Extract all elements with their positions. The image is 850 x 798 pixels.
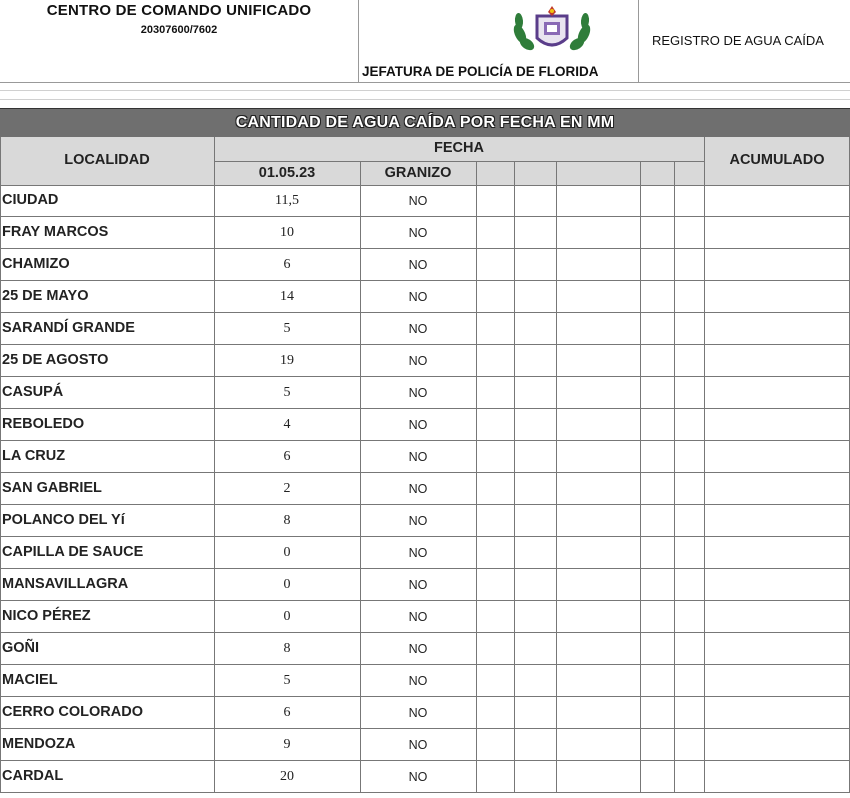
grid-vline <box>640 161 641 793</box>
header-middle-cell <box>358 0 639 83</box>
table-row <box>0 441 850 473</box>
grid-hline <box>0 376 850 377</box>
grid-hline <box>0 408 850 409</box>
grid-vline <box>476 161 477 793</box>
table-row <box>0 633 850 665</box>
cell-granizo: NO <box>408 674 428 688</box>
cell-localidad: LA CRUZ <box>2 448 66 464</box>
cell-mm: 0 <box>283 577 291 592</box>
table-row <box>0 217 850 249</box>
grid-hline <box>0 728 850 729</box>
cell-localidad: FRAY MARCOS <box>2 224 109 240</box>
grid-hline <box>0 792 850 793</box>
cell-localidad: SAN GABRIEL <box>2 480 102 496</box>
table-row <box>0 185 850 217</box>
grid-hline <box>0 632 850 633</box>
cell-localidad: CIUDAD <box>2 192 59 208</box>
cell-localidad: 25 DE MAYO <box>2 288 89 304</box>
cell-granizo: NO <box>408 642 428 656</box>
cell-granizo: NO <box>408 290 428 304</box>
cell-localidad: 25 DE AGOSTO <box>2 352 109 368</box>
cell-mm: 5 <box>283 321 291 336</box>
header-left-cell <box>0 0 359 83</box>
cell-granizo: NO <box>408 418 428 432</box>
cell-localidad: CHAMIZO <box>2 256 70 272</box>
header-granizo: GRANIZO <box>384 165 452 181</box>
cell-mm: 8 <box>283 513 291 528</box>
table-row <box>0 281 850 313</box>
grid-hline <box>0 504 850 505</box>
table-row <box>0 409 850 441</box>
header-acumulado: ACUMULADO <box>729 152 825 168</box>
grid-hline <box>0 472 850 473</box>
cell-granizo: NO <box>408 514 428 528</box>
grid-hline <box>0 344 850 345</box>
cell-granizo: NO <box>408 258 428 272</box>
cell-granizo: NO <box>408 738 428 752</box>
cell-mm: 0 <box>283 609 291 624</box>
grid-hline <box>0 568 850 569</box>
department-label: JEFATURA DE POLICÍA DE FLORIDA <box>362 64 599 79</box>
grid-vline <box>514 161 515 793</box>
grid-hline <box>0 248 850 249</box>
grid-vline <box>674 161 675 793</box>
table-row <box>0 537 850 569</box>
cell-mm: 19 <box>280 353 294 368</box>
spreadsheet-gap <box>0 82 850 108</box>
grid-hline <box>0 440 850 441</box>
cell-localidad: SARANDÍ GRANDE <box>2 320 135 336</box>
cell-granizo: NO <box>408 322 428 336</box>
grid-hline <box>0 664 850 665</box>
cell-mm: 10 <box>280 225 294 240</box>
cell-mm: 20 <box>280 769 294 784</box>
cell-granizo: NO <box>408 354 428 368</box>
table-row <box>0 761 850 793</box>
cell-localidad: CAPILLA DE SAUCE <box>2 544 144 560</box>
cell-mm: 14 <box>280 289 294 304</box>
table-row <box>0 729 850 761</box>
grid-hline <box>0 216 850 217</box>
grid-vline <box>214 137 215 793</box>
cell-mm: 8 <box>283 641 291 656</box>
header-right-cell <box>638 0 850 83</box>
grid-hline <box>0 760 850 761</box>
cell-localidad: MENDOZA <box>2 736 76 752</box>
police-crest-icon <box>510 4 594 54</box>
cell-granizo: NO <box>408 610 428 624</box>
table-row <box>0 313 850 345</box>
table-row <box>0 473 850 505</box>
register-label: REGISTRO DE AGUA CAÍDA <box>652 33 824 48</box>
header-date: 01.05.23 <box>258 165 316 181</box>
cell-granizo: NO <box>408 386 428 400</box>
cell-mm: 11,5 <box>275 193 299 208</box>
cell-granizo: NO <box>408 546 428 560</box>
cell-localidad: MACIEL <box>2 672 58 688</box>
grid-hline <box>214 161 704 162</box>
table-row <box>0 665 850 697</box>
table-banner: CANTIDAD DE AGUA CAÍDA POR FECHA EN MM <box>0 108 850 138</box>
document-header <box>0 0 850 88</box>
cell-mm: 2 <box>283 481 291 496</box>
header-phone: 20307600/7602 <box>140 24 218 36</box>
cell-localidad: NICO PÉREZ <box>2 608 91 624</box>
cell-localidad: REBOLEDO <box>2 416 85 432</box>
cell-granizo: NO <box>408 482 428 496</box>
cell-localidad: GOÑI <box>2 640 40 656</box>
cell-granizo: NO <box>408 770 428 784</box>
cell-mm: 4 <box>283 417 291 432</box>
cell-localidad: POLANCO DEL Yí <box>2 512 125 528</box>
grid-hline <box>0 312 850 313</box>
table-row <box>0 601 850 633</box>
cell-mm: 9 <box>283 737 291 752</box>
cell-granizo: NO <box>408 226 428 240</box>
header-title: CENTRO DE COMANDO UNIFICADO <box>46 2 312 19</box>
cell-localidad: CASUPÁ <box>2 384 64 400</box>
cell-granizo: NO <box>408 706 428 720</box>
table-row <box>0 697 850 729</box>
header-localidad: LOCALIDAD <box>64 152 150 168</box>
grid-hline <box>0 696 850 697</box>
grid-vline <box>0 137 1 793</box>
cell-localidad: CARDAL <box>2 768 64 784</box>
cell-granizo: NO <box>408 450 428 464</box>
cell-localidad: MANSAVILLAGRA <box>2 576 129 592</box>
cell-mm: 6 <box>283 449 291 464</box>
table-row <box>0 249 850 281</box>
table-row <box>0 569 850 601</box>
grid-vline <box>360 161 361 793</box>
cell-mm: 6 <box>283 257 291 272</box>
grid-hline <box>0 600 850 601</box>
cell-localidad: CERRO COLORADO <box>2 704 143 720</box>
table-row <box>0 377 850 409</box>
table-row <box>0 345 850 377</box>
cell-mm: 0 <box>283 545 291 560</box>
cell-granizo: NO <box>408 194 428 208</box>
grid-hline <box>0 185 850 186</box>
grid-hline <box>0 536 850 537</box>
grid-vline <box>556 161 557 793</box>
grid-hline <box>0 280 850 281</box>
grid-vline <box>704 137 705 793</box>
cell-granizo: NO <box>408 578 428 592</box>
cell-mm: 5 <box>283 673 291 688</box>
cell-mm: 6 <box>283 705 291 720</box>
table-row <box>0 505 850 537</box>
cell-mm: 5 <box>283 385 291 400</box>
header-fecha: FECHA <box>434 140 484 156</box>
